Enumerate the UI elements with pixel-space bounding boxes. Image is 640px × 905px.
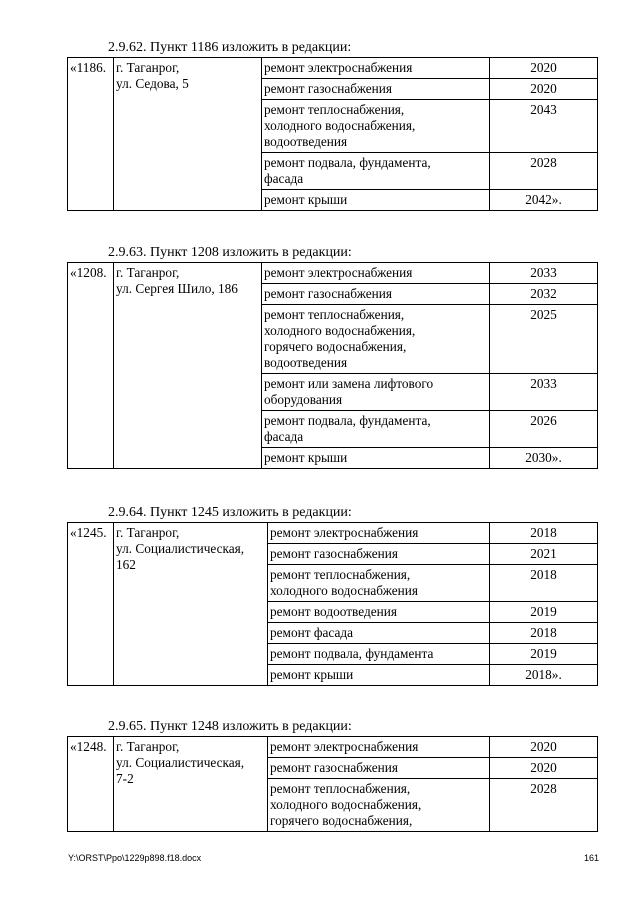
item-number: «1248.: [68, 737, 114, 832]
year-cell: 2028: [490, 779, 598, 832]
work-type-cell: ремонт водоотведения: [268, 602, 490, 623]
year-cell: 2020: [490, 58, 598, 79]
address-cell: г. Таганрог, ул. Сергея Шило, 186: [114, 263, 262, 469]
year-cell: 2043: [490, 100, 598, 153]
address-cell: г. Таганрог, ул. Социалистическая, 7-2: [114, 737, 268, 832]
work-type-cell: ремонт фасада: [268, 623, 490, 644]
year-cell: 2033: [490, 263, 598, 284]
year-cell: 2019: [490, 602, 598, 623]
table-row: [68, 263, 598, 284]
work-type-cell: ремонт газоснабжения: [262, 79, 490, 100]
work-type-cell: ремонт электроснабжения: [262, 58, 490, 79]
section-heading: 2.9.64. Пункт 1245 изложить в редакции:: [108, 505, 352, 520]
work-type-cell: ремонт подвала, фундамента, фасада: [262, 411, 490, 448]
work-type-cell: ремонт электроснабжения: [262, 263, 490, 284]
section-heading: 2.9.63. Пункт 1208 изложить в редакции:: [108, 245, 352, 260]
work-type-cell: ремонт или замена лифтового оборудования: [262, 374, 490, 411]
year-cell: 2042».: [490, 190, 598, 211]
year-cell: 2032: [490, 284, 598, 305]
work-type-cell: ремонт подвала, фундамента: [268, 644, 490, 665]
year-cell: 2018: [490, 523, 598, 544]
work-type-cell: ремонт крыши: [262, 448, 490, 469]
work-type-cell: ремонт газоснабжения: [268, 544, 490, 565]
footer-page-number: 161: [584, 853, 600, 863]
work-type-cell: ремонт газоснабжения: [262, 284, 490, 305]
year-cell: 2028: [490, 153, 598, 190]
amendment-table: [67, 522, 598, 686]
work-type-cell: ремонт газоснабжения: [268, 758, 490, 779]
amendment-table: [67, 262, 598, 469]
work-type-cell: ремонт теплоснабжения, холодного водоснабжения, водоотведения: [262, 100, 490, 153]
year-cell: 2021: [490, 544, 598, 565]
footer-file-path: Y:\ORST\Ppo\1229p898.f18.docx: [68, 853, 202, 863]
section-heading: 2.9.65. Пункт 1248 изложить в редакции:: [108, 719, 352, 734]
table-row: [68, 523, 598, 544]
item-number: «1186.: [68, 58, 114, 211]
amendment-table: [67, 736, 598, 832]
work-type-cell: ремонт крыши: [268, 665, 490, 686]
year-cell: 2018: [490, 565, 598, 602]
address-cell: г. Таганрог, ул. Седова, 5: [114, 58, 262, 211]
work-type-cell: ремонт теплоснабжения, холодного водоснабжения, горячего водоснабжения,: [268, 779, 490, 832]
address-cell: г. Таганрог, ул. Социалистическая, 162: [114, 523, 268, 686]
amendment-table: [67, 57, 598, 211]
table-row: [68, 58, 598, 79]
year-cell: 2026: [490, 411, 598, 448]
table-row: [68, 737, 598, 758]
work-type-cell: ремонт подвала, фундамента, фасада: [262, 153, 490, 190]
work-type-cell: ремонт теплоснабжения, холодного водоснабжения: [268, 565, 490, 602]
year-cell: 2020: [490, 758, 598, 779]
work-type-cell: ремонт электроснабжения: [268, 737, 490, 758]
year-cell: 2018».: [490, 665, 598, 686]
year-cell: 2020: [490, 737, 598, 758]
year-cell: 2018: [490, 623, 598, 644]
item-number: «1245.: [68, 523, 114, 686]
year-cell: 2020: [490, 79, 598, 100]
year-cell: 2019: [490, 644, 598, 665]
item-number: «1208.: [68, 263, 114, 469]
work-type-cell: ремонт электроснабжения: [268, 523, 490, 544]
section-heading: 2.9.62. Пункт 1186 изложить в редакции:: [108, 40, 352, 55]
year-cell: 2033: [490, 374, 598, 411]
work-type-cell: ремонт теплоснабжения, холодного водоснабжения, горячего водоснабжения, водоотведения: [262, 305, 490, 374]
year-cell: 2025: [490, 305, 598, 374]
year-cell: 2030».: [490, 448, 598, 469]
work-type-cell: ремонт крыши: [262, 190, 490, 211]
